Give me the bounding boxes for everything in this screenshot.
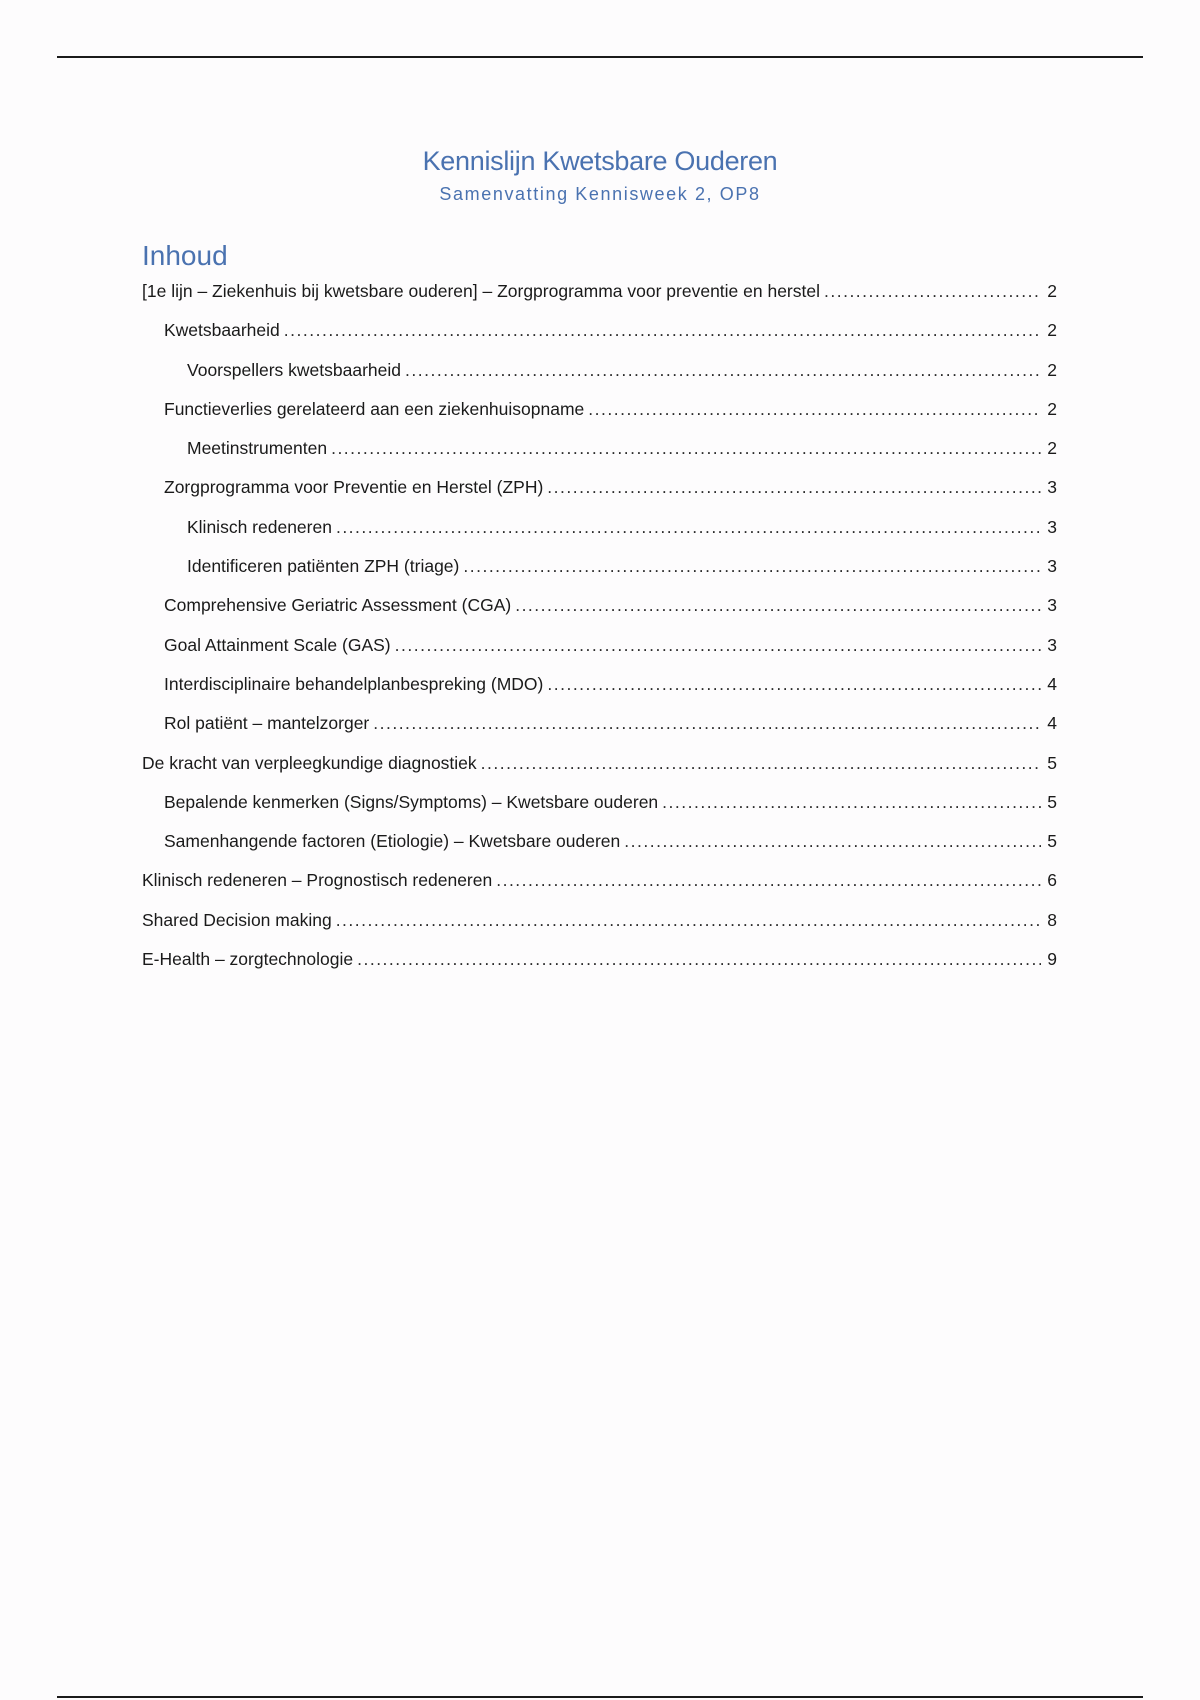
- toc-entry-page: 6: [1047, 870, 1057, 891]
- table-of-contents: [142, 278, 1057, 985]
- toc-entry-page: 2: [1047, 281, 1057, 301]
- toc-entry-text: Kwetsbaarheid: [164, 320, 280, 341]
- toc-entry-page: 3: [1047, 516, 1057, 537]
- toc-entry[interactable]: [142, 789, 1057, 828]
- toc-leader-dots: [284, 317, 1041, 343]
- toc-entry-page: 4: [1047, 713, 1057, 734]
- toc-leader-dots: [336, 907, 1041, 933]
- toc-entry-text: E-Health – zorgtechnologie: [142, 949, 354, 970]
- toc-entry[interactable]: [142, 435, 1057, 474]
- toc-entry-page: 3: [1047, 595, 1057, 616]
- toc-entry-text: Interdisciplinaire behandelplanbespreking (MDO): [164, 673, 544, 694]
- toc-entry[interactable]: [142, 867, 1057, 906]
- toc-entry-page: 9: [1047, 949, 1057, 970]
- toc-leader-dots: [481, 750, 1041, 776]
- document-title: Kennislijn Kwetsbare Ouderen: [422, 146, 778, 176]
- toc-entry-page: 5: [1047, 752, 1057, 773]
- toc-leader-dots: [336, 514, 1041, 540]
- toc-entry-page: 5: [1047, 791, 1057, 812]
- toc-entry[interactable]: [142, 750, 1057, 789]
- toc-leader-dots: [515, 592, 1041, 618]
- toc-entry-text: Meetinstrumenten: [187, 438, 328, 459]
- toc-entry-page: 2: [1047, 438, 1057, 459]
- toc-leader-dots: [405, 357, 1041, 383]
- toc-entry-page: 8: [1047, 909, 1057, 930]
- toc-entry[interactable]: [142, 946, 1057, 985]
- toc-entry-text: Identificeren patiënten ZPH (triage): [187, 556, 460, 577]
- toc-leader-dots: [588, 396, 1041, 422]
- toc-entry-page: 2: [1047, 320, 1057, 341]
- toc-entry-page: 3: [1047, 634, 1057, 655]
- toc-entry-text: Bepalende kenmerken (Signs/Symptoms) – Kwetsbare ouderen: [164, 791, 659, 812]
- toc-leader-dots: [624, 828, 1041, 854]
- toc-leader-dots: [547, 474, 1041, 500]
- toc-entry[interactable]: [142, 828, 1057, 867]
- toc-entry-text: Shared Decision making: [142, 909, 332, 930]
- toc-entry[interactable]: [142, 710, 1057, 749]
- toc-leader-dots: [331, 435, 1041, 461]
- toc-entry[interactable]: [142, 474, 1057, 513]
- toc-entry[interactable]: [142, 317, 1057, 356]
- toc-entry[interactable]: [142, 357, 1057, 396]
- toc-entry-text: Rol patiënt – mantelzorger: [164, 713, 370, 734]
- toc-entry[interactable]: [142, 278, 1057, 317]
- toc-leader-dots: [547, 671, 1041, 697]
- toc-entry-page: 4: [1047, 673, 1057, 694]
- toc-entry-text: Klinisch redeneren: [187, 516, 332, 537]
- toc-entry-text: Voorspellers kwetsbaarheid: [187, 359, 402, 380]
- toc-leader-dots: [357, 946, 1041, 972]
- toc-leader-dots: [824, 278, 1041, 304]
- toc-entry-page: 2: [1047, 398, 1057, 419]
- document-subtitle: Samenvatting Kennisweek 2, OP8: [439, 184, 761, 204]
- toc-entry-text: Functieverlies gerelateerd aan een ziekenhuisopname: [164, 398, 585, 419]
- toc-entry[interactable]: [142, 907, 1057, 946]
- toc-entry-text: Klinisch redeneren – Prognostisch redeneren: [142, 870, 493, 891]
- footer-rule: [57, 1696, 1143, 1698]
- toc-leader-dots: [662, 789, 1041, 815]
- toc-leader-dots: [496, 867, 1041, 893]
- toc-entry-page: 3: [1047, 556, 1057, 577]
- toc-entry-text: Goal Attainment Scale (GAS): [164, 634, 391, 655]
- toc-entry-text: Zorgprogramma voor Preventie en Herstel (ZPH): [164, 477, 544, 498]
- toc-entry[interactable]: [142, 592, 1057, 631]
- toc-entry-text: De kracht van verpleegkundige diagnostiek: [142, 752, 477, 773]
- toc-entry-page: 5: [1047, 831, 1057, 852]
- toc-leader-dots: [463, 553, 1041, 579]
- toc-entry[interactable]: [142, 632, 1057, 671]
- toc-heading: Inhoud: [142, 240, 228, 271]
- toc-entry-page: 3: [1047, 477, 1057, 498]
- toc-leader-dots: [395, 632, 1041, 658]
- toc-entry[interactable]: [142, 671, 1057, 710]
- toc-entry[interactable]: [142, 553, 1057, 592]
- toc-entry-text: [1e lijn – Ziekenhuis bij kwetsbare ouderen] – Zorgprogramma voor preventie en herstel: [142, 281, 820, 301]
- header-rule: [57, 56, 1143, 58]
- toc-entry-text: Comprehensive Geriatric Assessment (CGA): [164, 595, 512, 616]
- toc-entry[interactable]: [142, 514, 1057, 553]
- toc-entry-text: Samenhangende factoren (Etiologie) – Kwetsbare ouderen: [164, 831, 621, 852]
- toc-leader-dots: [373, 710, 1041, 736]
- toc-entry-page: 2: [1047, 359, 1057, 380]
- toc-entry[interactable]: [142, 396, 1057, 435]
